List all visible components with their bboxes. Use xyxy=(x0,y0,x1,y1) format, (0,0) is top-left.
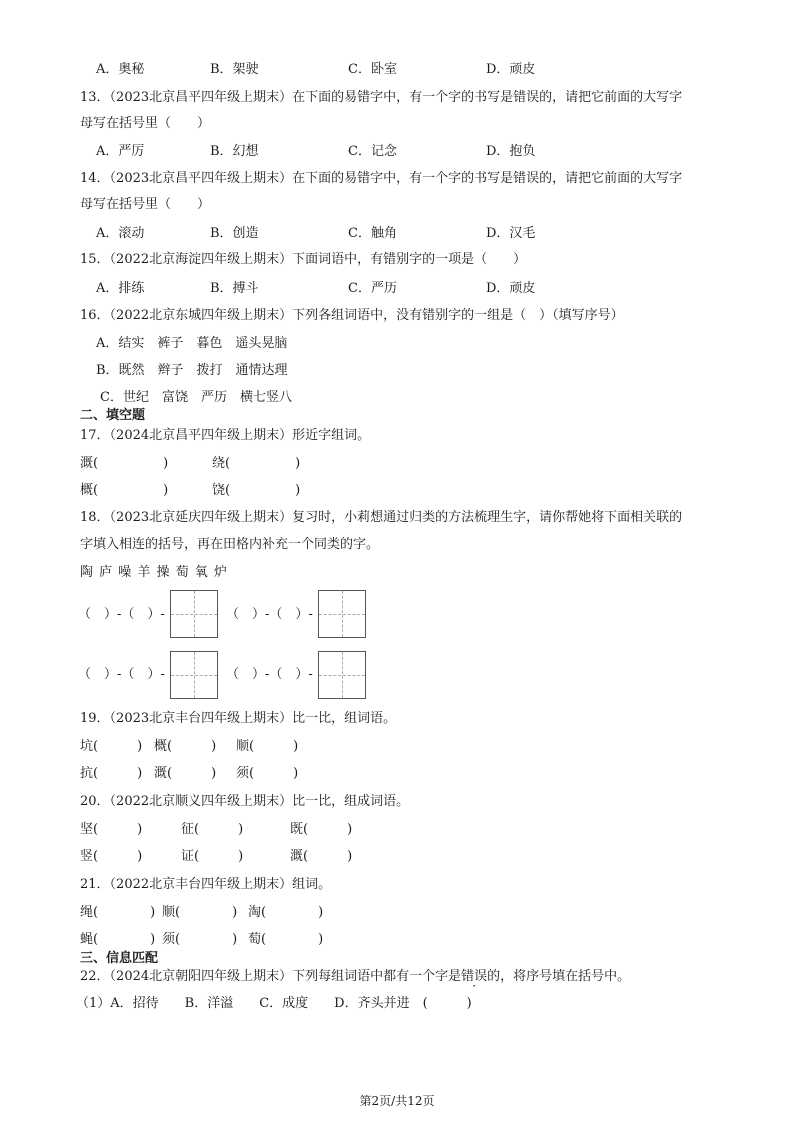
section-heading-matching: 三、信息匹配 xyxy=(80,951,159,966)
section-heading-fill-blank: 二、填空题 xyxy=(80,408,146,423)
q18-tian-grid-3[interactable] xyxy=(170,651,218,699)
q22-stem-part1: 22．（2024北京朝阳四年级上期末）下列每组词语中都有一个字是 xyxy=(80,969,462,984)
q18-pair-2[interactable]: （ ）-（ ）- xyxy=(226,607,313,622)
q14-option-c: C．触角 xyxy=(348,226,397,241)
q14-option-d: D．汉毛 xyxy=(486,226,536,241)
q17-blank-2[interactable]: 绕( ) xyxy=(212,456,301,471)
q14-option-a: A．滚动 xyxy=(96,226,145,241)
q22-row-1[interactable]: （1）A．招待 B．洋溢 C．成度 D．齐头并进 ( ) xyxy=(76,996,472,1011)
page-number: 第2页/共12页 xyxy=(359,1094,435,1108)
q22-emphasis-word: 错误 xyxy=(461,969,488,984)
q12-option-d: D．顽皮 xyxy=(486,62,536,77)
q16-option-b: B．既然 辫子 拨打 通情达理 xyxy=(96,363,288,378)
q20-blank-5[interactable]: 证( ) xyxy=(181,849,244,864)
q19-stem: 19．（2023北京丰台四年级上期末）比一比，组词语。 xyxy=(80,711,397,726)
q18-pair-3[interactable]: （ ）-（ ）- xyxy=(78,667,165,682)
q22-stem-part2: 的，将序号填在括号中。 xyxy=(487,969,631,984)
q19-blank-2[interactable]: 概( ) xyxy=(154,739,217,754)
q14-stem-line1: 14．（2023北京昌平四年级上期末）在下面的易错字中，有一个字的书写是错误的，请把它前面的大写字 xyxy=(80,171,683,186)
q20-blank-4[interactable]: 竖( ) xyxy=(80,849,143,864)
q20-stem: 20．（2022北京顺义四年级上期末）比一比，组成词语。 xyxy=(80,794,410,809)
q19-blank-1[interactable]: 坑( ) xyxy=(80,739,143,754)
q13-stem-line1: 13．（2023北京昌平四年级上期末）在下面的易错字中，有一个字的书写是错误的，请把它前面的大写字 xyxy=(80,90,683,105)
q22-stem xyxy=(80,969,630,985)
q19-blank-5[interactable]: 溉( ) xyxy=(154,766,217,781)
q21-blank-3[interactable]: 淘( ) xyxy=(248,905,324,920)
q12-option-b: B．架驶 xyxy=(210,62,259,77)
q15-option-d: D．顽皮 xyxy=(486,281,536,296)
q17-blank-3[interactable]: 概( ) xyxy=(80,483,169,498)
q14-stem-line2: 母写在括号里（ ） xyxy=(80,197,211,212)
q18-characters: 陶 庐 噪 羊 操 萄 氧 炉 xyxy=(80,565,228,580)
q21-blank-4[interactable]: 蝇( ) xyxy=(80,932,156,947)
q18-tian-grid-1[interactable] xyxy=(170,590,218,638)
q15-option-a: A．排练 xyxy=(96,281,145,296)
q12-option-c: C．卧室 xyxy=(348,62,397,77)
q21-blank-2[interactable]: 顺( ) xyxy=(162,905,238,920)
q13-option-d: D．抱负 xyxy=(486,144,536,159)
q18-stem-line1: 18．（2023北京延庆四年级上期末）复习时，小莉想通过归类的方法梳理生字，请你帮她将下面相关联的 xyxy=(80,510,683,525)
q13-option-b: B．幻想 xyxy=(210,144,259,159)
q19-blank-6[interactable]: 须( ) xyxy=(236,766,299,781)
q18-pair-1[interactable]: （ ）-（ ）- xyxy=(78,607,165,622)
q19-blank-3[interactable]: 顺( ) xyxy=(236,739,299,754)
q16-option-c: C．世纪 富饶 严历 横七竖八 xyxy=(100,390,292,405)
q20-blank-6[interactable]: 溉( ) xyxy=(290,849,353,864)
q12-option-a: A．奥秘 xyxy=(96,62,145,77)
q17-stem: 17．（2024北京昌平四年级上期末）形近字组词。 xyxy=(80,428,371,443)
q20-blank-3[interactable]: 既( ) xyxy=(290,822,353,837)
q16-option-a: A．结实 裤子 暮色 遥头晃脑 xyxy=(96,336,288,351)
q17-blank-4[interactable]: 饶( ) xyxy=(212,483,301,498)
q21-blank-5[interactable]: 须( ) xyxy=(162,932,238,947)
q18-pair-4[interactable]: （ ）-（ ）- xyxy=(226,667,313,682)
q21-blank-6[interactable]: 萄( ) xyxy=(248,932,324,947)
q21-stem: 21．（2022北京丰台四年级上期末）组词。 xyxy=(80,877,332,892)
q16-stem: 16．（2022北京东城四年级上期末）下列各组词语中，没有错别字的一组是（ ）（填写序号） xyxy=(80,308,624,323)
q21-blank-1[interactable]: 绳( ) xyxy=(80,905,156,920)
q18-tian-grid-4[interactable] xyxy=(318,651,366,699)
q17-blank-1[interactable]: 溉( ) xyxy=(80,456,169,471)
q13-option-c: C．记念 xyxy=(348,144,397,159)
q19-blank-4[interactable]: 抗( ) xyxy=(80,766,143,781)
q18-tian-grid-2[interactable] xyxy=(318,590,366,638)
q20-blank-2[interactable]: 征( ) xyxy=(181,822,244,837)
q18-stem-line2: 字填入相连的括号，再在田格内补充一个同类的字。 xyxy=(80,537,380,552)
q20-blank-1[interactable]: 坚( ) xyxy=(80,822,143,837)
q15-stem: 15．（2022北京海淀四年级上期末）下面词语中，有错别字的一项是（ ） xyxy=(80,252,527,267)
q14-option-b: B．创造 xyxy=(210,226,259,241)
q13-stem-line2: 母写在括号里（ ） xyxy=(80,116,211,131)
q15-option-b: B．搏斗 xyxy=(210,281,259,296)
q13-option-a: A．严厉 xyxy=(96,144,145,159)
q15-option-c: C．严历 xyxy=(348,281,397,296)
